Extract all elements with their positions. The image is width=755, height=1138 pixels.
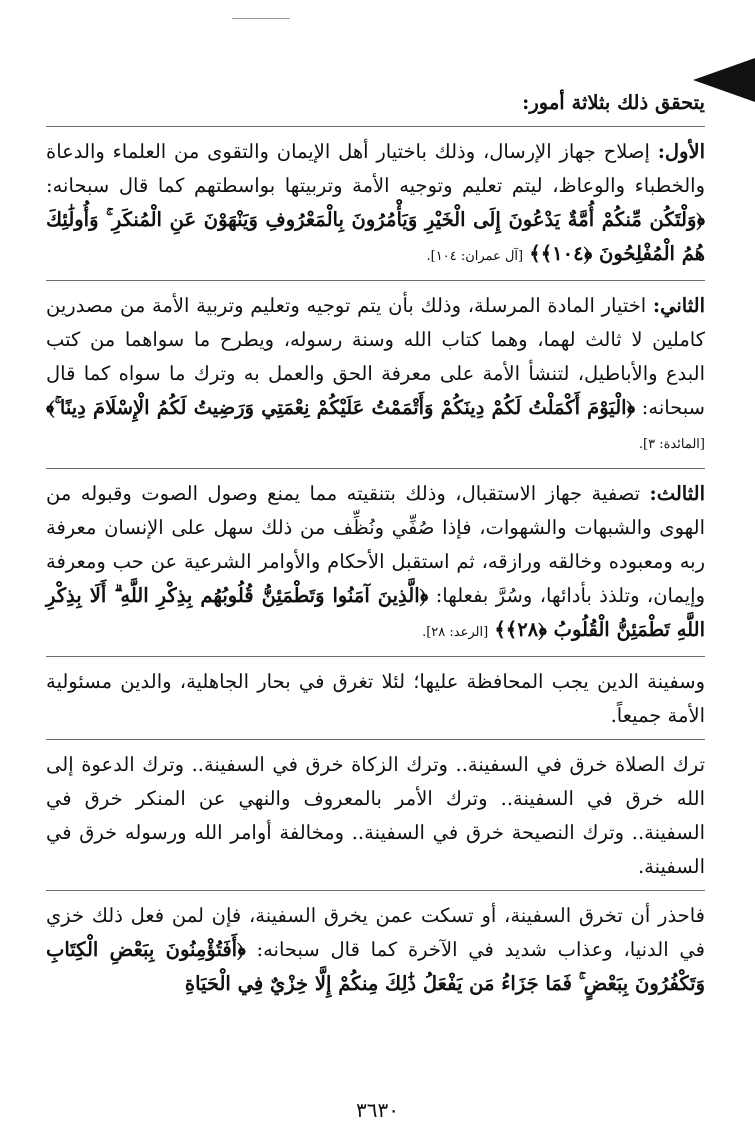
verse-reference-3: [الرعد: ٢٨]. [422, 625, 489, 640]
paragraph-second-body: اختيار المادة المرسلة، وذلك بأن يتم توجيه وتعليم وتربية الأمة من مصدرين كاملين لا ثالث لهما، وهما كتاب الله وسنة رسوله، ويطرح ما سواهما من كتب البدع والأباطيل، لتنشأ الأمة على معرفة الحق والعمل به وترك ما سواه كما قال سبحانه: [46, 294, 706, 419]
page-body [46, 86, 705, 1007]
heading-divider [46, 126, 705, 127]
paragraph-third-lead: الثالث: [649, 482, 705, 505]
paragraph-divider [46, 739, 705, 740]
paragraph-divider [46, 890, 705, 891]
heading-text: يتحقق ذلك بثلاثة أمور: [522, 91, 705, 114]
paragraph-first [46, 135, 705, 274]
quran-verse-2: ﴿الْيَوْمَ أَكْمَلْتُ لَكُمْ دِينَكُمْ وَأَتْمَمْتُ عَلَيْكُمْ نِعْمَتِي وَرَضِيتُ لَكُمُ الْإِسْلَامَ دِينًا ۚ﴾ [46, 396, 636, 419]
paragraph-third-body: تصفية جهاز الاستقبال، وذلك بتنقيته مما يمنع وصول الصوت وقبوله من الهوى والشبهات والشهوات، فإذا صُفِّي ونُظِّف من ذلك سهل على الإنسان معرفة ربه ومعبوده وخالقه ورازقه، ثم استقبل الأحكام والأوامر الشرعية عن حب ومعرفة وإيمان، وتلذذ بأدائها، وسُرَّ بفعلها: [46, 482, 705, 607]
paragraph-second [46, 289, 705, 462]
paragraph-divider [46, 656, 705, 657]
paragraph-divider [46, 280, 705, 281]
verse-reference-1: [آل عمران: ١٠٤]. [426, 249, 524, 264]
paragraph-first-lead: الأول: [657, 140, 706, 163]
paragraph-warning [46, 899, 705, 1001]
section-heading [46, 86, 705, 120]
paragraph-third [46, 477, 705, 650]
quran-verse-1: ﴿وَلْتَكُن مِّنكُمْ أُمَّةٌ يَدْعُونَ إِلَى الْخَيْرِ وَيَأْمُرُونَ بِالْمَعْرُوفِ وَيَنْهَوْنَ عَنِ الْمُنكَرِ ۚ وَأُولَٰئِكَ هُمُ الْمُفْلِحُونَ ﴿١٠٤﴾﴾ [46, 208, 705, 265]
paragraph-first-body: إصلاح جهاز الإرسال، وذلك باختيار أهل الإيمان والتقوى من العلماء والدعاة والخطباء والوعاظ، ليتم تعليم وتوجيه الأمة وتربيتها بواسطتهم كما قال سبحانه: [46, 140, 705, 197]
paragraph-ship-of-religion: وسفينة الدين يجب المحافظة عليها؛ لئلا تغرق في بحار الجاهلية، والدين مسئولية الأمة جميعاً. [46, 670, 705, 727]
paragraph-second-lead: الثاني: [652, 294, 705, 317]
top-rule [232, 18, 290, 19]
quran-verse-3: ﴿الَّذِينَ آمَنُوا وَتَطْمَئِنُّ قُلُوبُهُم بِذِكْرِ اللَّهِ ۗ أَلَا بِذِكْرِ اللَّهِ تَطْمَئِنُّ الْقُلُوبُ ﴿٢٨﴾﴾ [46, 584, 705, 641]
paragraph-warning-body: فاحذر أن تخرق السفينة، أو تسكت عمن يخرق السفينة، فإن لمن فعل ذلك خزي في الدنيا، وعذاب شديد في الآخرة كما قال سبحانه: [46, 904, 705, 961]
quran-verse-4: ﴿أَفَتُؤْمِنُونَ بِبَعْضِ الْكِتَابِ وَتَكْفُرُونَ بِبَعْضٍ ۚ فَمَا جَزَاءُ مَن يَفْعَلُ ذَٰلِكَ مِنكُمْ إِلَّا خِزْيٌ فِي الْحَيَاةِ [46, 938, 705, 995]
page-number: ٣٦٣٠ [356, 1098, 399, 1122]
verse-reference-2: [المائدة: ٣]. [638, 437, 705, 452]
paragraph-breaches: ترك الصلاة خرق في السفينة.. وترك الزكاة خرق في السفينة.. وترك الدعوة إلى الله خرق في السفينة.. وترك الأمر بالمعروف والنهي عن المنكر خرق في السفينة.. وترك النصيحة خرق في السفينة.. ومخالفة أوامر الله ورسوله خرق في السفينة. [46, 753, 705, 878]
paragraph-divider [46, 468, 705, 469]
